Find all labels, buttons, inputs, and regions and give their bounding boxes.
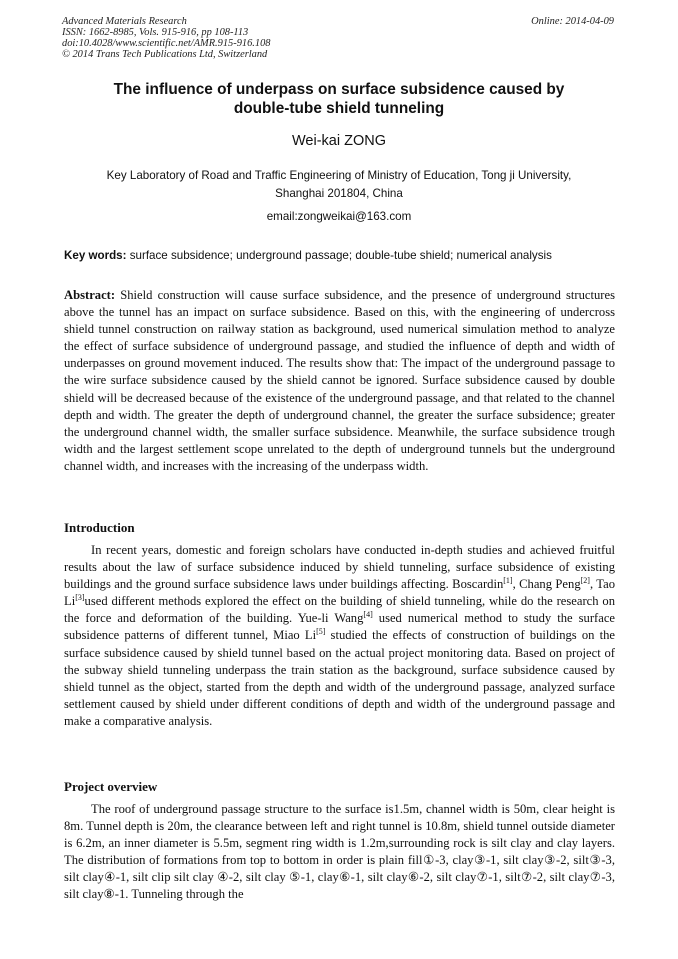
introduction-paragraph (64, 542, 615, 730)
intro-text-1: In recent years, domestic and foreign scholars have conducted in-depth studies and achieved fruitful results about the law of surface subsidence induced by shield tunneling, surface subsidence of existing buildings and the ground surface subsidence laws under buildings affecting. Boscardin (64, 543, 615, 592)
affiliation-line-2: Shanghai 201804, China (275, 187, 403, 200)
citation-1: [1] (503, 576, 513, 586)
keywords-label: Key words: (64, 249, 127, 262)
doi-line: doi:10.4028/www.scientific.net/AMR.915-916.108 (62, 38, 271, 49)
abstract-label: Abstract: (64, 288, 116, 302)
copyright-line: © 2014 Trans Tech Publications Ltd, Switzerland (62, 49, 268, 60)
journal-header (62, 16, 270, 60)
issn-line: ISSN: 1662-8985, Vols. 915-916, pp 108-113 (62, 27, 249, 38)
paper-title (40, 80, 638, 118)
introduction-heading: Introduction (64, 520, 135, 535)
title-line-2: double-tube shield tunneling (233, 100, 445, 117)
journal-name: Advanced Materials Research (62, 16, 187, 27)
citation-4: [4] (363, 610, 373, 620)
abstract-text: Shield construction will cause surface subsidence, and the presence of underground structures above the tunnel has an impact on surface subsidence. Based on this, with the engineering of undercross shield tunnel construction on railway station as background, used numerical simulation method to analyze the effect of surface subsidence of underground passage, and studied the influence of depth and width of underpasses on ground movement induced. The results show that: The impact of the underground passage to the wire surface subsidence caused by the shield cannot be ignored. Surface subsidence caused by double shield will be decreased because of the existence of the underground passage, and that related to the channel depth and width. The greater the depth of underground channel, the greater the surface subsidence; greater the underground channel width, the smaller surface subsidence. Meanwhile, the surface subsidence trough width and the largest settlement scope unrelated to the depth of underground tunnels but the underground channel width, and increases with the increasing of the underpass width. (64, 288, 615, 473)
intro-text-6: studied the effects of construction of buildings on the surface subsidence caused by shield tunnel based on the actual project monitoring data. Based on project of the subway shield tunneling underpass the train station as the background, surface subsidence caused by shield tunnel as the object, started from the depth and width of the underground passage, analyzed surface settlement caused by shield under different conditions of depth and width of the underground passage and make a comparative analysis. (64, 628, 615, 728)
affiliation-line-1: Key Laboratory of Road and Traffic Engineering of Ministry of Education, Tong ji University, (106, 169, 572, 182)
intro-text-3: , Tao Li (64, 577, 615, 609)
intro-text-5: used numerical method to study the surface subsidence patterns of different tunnel, Miao Li (64, 611, 616, 643)
intro-text-4: used different methods explored the effect on the building of shield tunneling, while do the research on the force and deformation of the building. Yue-li Wang (64, 594, 615, 626)
citation-3: [3] (75, 593, 85, 603)
intro-text-2: , Chang Peng (512, 577, 581, 592)
keywords (64, 249, 616, 262)
abstract (64, 287, 615, 475)
project-overview-paragraph: The roof of underground passage structure to the surface is1.5m, channel width is 50m, clear height is 8m. Tunnel depth is 20m, the clearance between left and right tunnel is 10.8m, shield tunnel outside diameter is 6.2m, an inner diameter is 5.5m, segment ring width is 1.2m,surrounding rock is silt clay and clay layers. The distribution of formations from top to bottom in order is plain fill①-3, clay③-1, silt clay③-2, silt③-3, silt clay④-1, silt clip silt clay ④-2, silt clay ⑤-1, clay⑥-1, silt clay⑥-2, silt clay⑦-1, silt⑦-2, silt clay⑦-3, silt clay⑧-1. Tunneling through the (64, 802, 615, 902)
citation-5: [5] (316, 627, 326, 637)
affiliation (70, 167, 608, 203)
online-date: Online: 2014-04-09 (531, 16, 614, 27)
author-name: Wei-kai ZONG (292, 133, 386, 149)
title-line-1: The influence of underpass on surface subsidence caused by (113, 81, 565, 98)
project-overview-heading: Project overview (64, 779, 158, 794)
keywords-text: surface subsidence; underground passage; double-tube shield; numerical analysis (129, 249, 552, 262)
citation-2: [2] (580, 576, 590, 586)
author-email: email:zongweikai@163.com (266, 210, 412, 223)
